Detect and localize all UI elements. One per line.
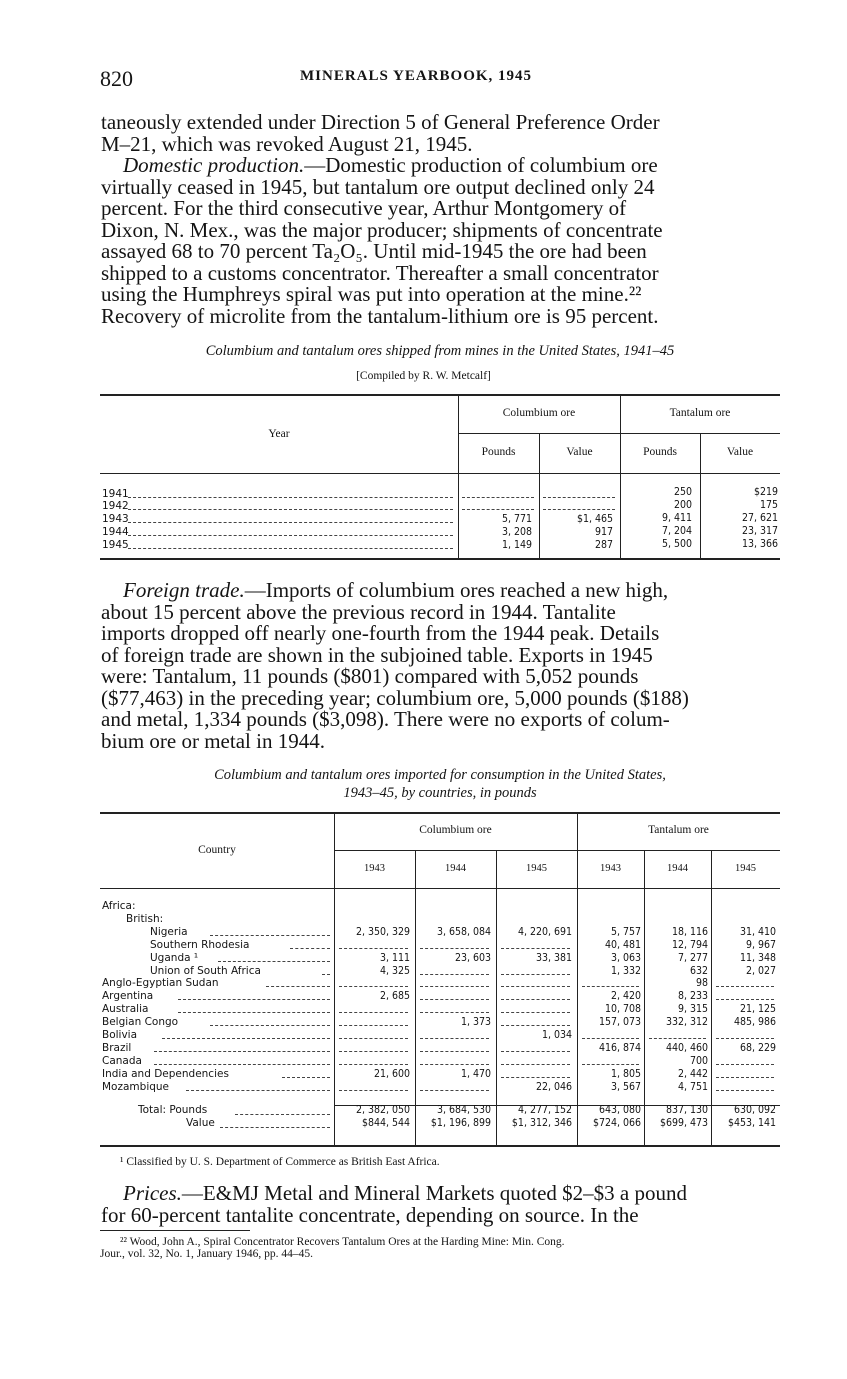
text-line: percent. For the third consecutive year, Arthur Montgomery of [101, 196, 627, 220]
table2-cell: 23, 603 [454, 951, 491, 964]
table2-caption-line: 1943–45, by countries, in pounds [343, 785, 537, 801]
table2-row-label: Southern Rhodesia [150, 938, 250, 951]
table2-cell: 416, 874 [598, 1041, 641, 1054]
table2-cell: 1, 034 [541, 1029, 572, 1041]
table2-cell: 2, 350, 329 [355, 925, 410, 938]
table2-cell: 4, 325 [379, 964, 410, 977]
table2-total-cell: 837, 130 [665, 1104, 708, 1116]
text-line: shipped to a customs concentrator. Thereafter a small concentrator [101, 260, 659, 285]
table2-cell: 12, 794 [671, 938, 708, 951]
table2-total-cell: 643, 080 [598, 1104, 641, 1116]
table2-header-country: Country [198, 844, 236, 856]
table1-cell: 250 [673, 486, 692, 498]
table2-header-columbium: Columbium ore [419, 824, 492, 836]
paragraph-domestic-production [101, 155, 779, 327]
table2-total-cell: $1, 312, 346 [511, 1117, 572, 1129]
table2-total-cell: $724, 066 [592, 1117, 641, 1129]
text-line: for 60-percent tantalite concentrate, depending on source. In the [101, 1202, 639, 1227]
table1-cell: 27, 621 [741, 512, 778, 524]
table2-year-header: 1943 [600, 863, 621, 874]
section-lead: Foreign trade. [123, 578, 245, 602]
footnote-line: ²² Wood, John A., Spiral Concentrator Recovers Tantalum Ores at the Harding Mine: Min. Cong. [120, 1236, 565, 1248]
table1-cell: $1, 465 [576, 513, 613, 525]
table2-year-header: 1945 [735, 863, 756, 874]
text-line: assayed 68 to 70 percent Ta₂O₅. Until mid-1945 the ore had been [101, 239, 647, 263]
table2-cell: 1, 805 [610, 1067, 641, 1080]
table1-cell: $219 [753, 486, 778, 498]
table2-row-label: India and Dependencies [102, 1067, 229, 1080]
table2-total-value-label: Value [186, 1117, 215, 1129]
table2-cell: 98 [695, 977, 708, 990]
text-line: —Domestic production of columbium ore [304, 153, 658, 177]
footnote-1: ¹ Classified by U. S. Department of Commerce as British East Africa. [120, 1156, 440, 1168]
paragraph-prices [101, 1183, 779, 1226]
table2-total-cell: $699, 473 [659, 1117, 708, 1129]
table2-cell: 22, 046 [535, 1080, 572, 1093]
table2-cell: 8, 233 [677, 990, 708, 1003]
paragraph-foreign-trade [101, 580, 779, 752]
text-line: —E&MJ Metal and Mineral Markets quoted $2–$3 a pound [181, 1181, 687, 1205]
table2-row-label: Belgian Congo [102, 1016, 179, 1029]
table2-cell: 2, 442 [677, 1067, 708, 1080]
table2-cell: 157, 073 [598, 1016, 641, 1029]
table2-header-tantalum: Tantalum ore [648, 824, 709, 836]
table2-cell: 7, 277 [677, 951, 708, 964]
table2-cell: 4, 220, 691 [517, 925, 572, 938]
table2-cell: 11, 348 [739, 951, 776, 964]
table2-caption [95, 766, 785, 802]
text-line: —Imports of columbium ores reached a new high, [244, 578, 669, 602]
table2-cell: 1, 470 [460, 1067, 491, 1080]
text-line: taneously extended under Direction 5 of General Preference Order [101, 110, 660, 134]
table2-total-cell: 2, 382, 050 [355, 1104, 410, 1116]
table2-year-header: 1944 [445, 863, 466, 874]
table1-subheader-value: Value [726, 446, 754, 458]
table2-cell: 31, 410 [739, 925, 776, 938]
table1-cell: 3, 208 [501, 526, 532, 538]
page-number: 820 [100, 66, 133, 91]
table1-cell: 917 [594, 526, 613, 538]
text-line: Dixon, N. Mex., was the major producer; shipments of concentrate [101, 217, 663, 242]
table1-cell: 13, 366 [741, 538, 778, 550]
table1-cell: 175 [759, 499, 778, 511]
table2-total-cell: 3, 684, 530 [436, 1104, 491, 1116]
table2-cell: 9, 967 [745, 938, 776, 951]
table1-header-columbium: Columbium ore [502, 407, 576, 419]
text-line: using the Humphreys spiral was put into operation at the mine.²² [101, 282, 642, 306]
table1-cell: 23, 317 [741, 525, 778, 537]
table1-subheader-pounds: Pounds [643, 446, 677, 458]
table2-year-header: 1944 [667, 863, 688, 874]
table2-cell: 4, 751 [677, 1080, 708, 1093]
text-line: about 15 percent above the previous record in 1944. Tantalite [101, 599, 616, 624]
footnote-line: Jour., vol. 32, No. 1, January 1946, pp. 44–45. [100, 1248, 314, 1260]
table2-cell: 2, 685 [379, 990, 410, 1003]
table1-cell: 1, 149 [501, 539, 532, 551]
table1-cell: 200 [673, 499, 692, 511]
text-line: bium ore or metal in 1944. [101, 728, 325, 753]
table1-row-year: 1944 [102, 526, 129, 538]
table2-cell: 10, 708 [604, 1003, 641, 1016]
table1-compiled-note: [Compiled by R. W. Metcalf] [356, 370, 491, 382]
table2-year-header: 1943 [364, 863, 385, 874]
table2-cell: 1, 373 [460, 1016, 491, 1029]
table1-subheader-value: Value [566, 446, 593, 458]
table1-header-tantalum: Tantalum ore [669, 407, 731, 419]
table2-cell: 18, 116 [671, 925, 708, 938]
section-lead: Domestic production. [123, 153, 305, 177]
table2-cell: 3, 658, 084 [436, 925, 491, 938]
table2-row-label: Brazil [102, 1041, 132, 1054]
table2-year-header: 1945 [526, 863, 547, 874]
table2-cell: 632 [689, 964, 708, 977]
table1-row-year: 1945 [102, 539, 129, 551]
table1-row-year: 1943 [102, 513, 129, 525]
table2-cell: 33, 381 [535, 951, 572, 964]
table2-cell: 332, 312 [665, 1016, 708, 1029]
table2-total-pounds-label: Total: Pounds [138, 1104, 208, 1116]
table2-cell: 21, 600 [373, 1067, 410, 1080]
table1-header-year: Year [268, 428, 290, 440]
table2-total-cell: $453, 141 [727, 1117, 776, 1129]
table2-total-cell: $844, 544 [361, 1117, 410, 1129]
table1-cell: 7, 204 [661, 525, 692, 537]
table1-caption: Columbium and tantalum ores shipped from mines in the United States, 1941–45 [205, 343, 675, 359]
text-line: virtually ceased in 1945, but tantalum ore output declined only 24 [101, 174, 655, 199]
text-line: ($77,463) in the preceding year; columbium ore, 5,000 pounds ($188) [101, 685, 689, 710]
table2-cell: 2, 420 [610, 990, 641, 1003]
table2-row-label: Nigeria [150, 925, 188, 938]
table2-row-label: Africa: [102, 900, 136, 912]
table2-row-label: Argentina [102, 990, 154, 1003]
table2-row-label: Australia [102, 1003, 149, 1016]
text-line: and metal, 1,334 pounds ($3,098). There were no exports of colum- [101, 707, 670, 731]
table1-cell: 5, 500 [661, 538, 692, 550]
table2-cell: 21, 125 [739, 1003, 776, 1016]
table1-row-year: 1941 [102, 488, 129, 500]
table2-cell: 700 [689, 1054, 708, 1067]
table1-cell: 9, 411 [661, 512, 692, 524]
table2-row-label: British: [126, 912, 164, 925]
table2-cell: 2, 027 [745, 964, 776, 977]
table1-cell: 5, 771 [501, 513, 532, 525]
table2-total-cell: $1, 196, 899 [430, 1117, 491, 1129]
paragraph-intro [101, 112, 779, 155]
table2-row-label: Union of South Africa [150, 964, 261, 977]
table2-row-label: Anglo-Egyptian Sudan [102, 977, 219, 990]
table2-cell: 9, 315 [677, 1003, 708, 1016]
table2-total-cell: 4, 277, 152 [517, 1104, 572, 1116]
table2-row-label: Bolivia [102, 1029, 138, 1041]
table1-row-year: 1942 [102, 500, 129, 512]
text-line: imports dropped off nearly one-fourth from the 1944 peak. Details [101, 621, 660, 645]
table1-cell: 287 [594, 539, 613, 551]
table2-cell: 40, 481 [604, 938, 641, 951]
table2-row-label: Mozambique [102, 1080, 170, 1093]
footnote-22 [100, 1236, 780, 1260]
table1-subheader-pounds: Pounds [481, 446, 516, 458]
text-line: were: Tantalum, 11 pounds ($801) compared with 5,052 pounds [101, 664, 639, 688]
text-line: Recovery of microlite from the tantalum-lithium ore is 95 percent. [101, 303, 659, 328]
text-line: of foreign trade are shown in the subjoined table. Exports in 1945 [101, 642, 653, 667]
table2-row-label: Canada [102, 1054, 142, 1067]
table2-total-cell: 630, 092 [733, 1104, 776, 1116]
section-lead: Prices. [123, 1181, 182, 1205]
table2-cell: 1, 332 [610, 964, 641, 977]
table2-cell: 68, 229 [739, 1041, 776, 1054]
table2-cell: 5, 757 [610, 925, 641, 938]
table2-cell: 3, 111 [379, 951, 410, 964]
table2-row-label: Uganda ¹ [150, 951, 199, 964]
running-title: MINERALS YEARBOOK, 1945 [300, 68, 533, 84]
text-line: M–21, which was revoked August 21, 1945. [101, 131, 473, 156]
table2-cell: 3, 063 [610, 951, 641, 964]
table2-cell: 3, 567 [610, 1080, 641, 1093]
table2-cell: 485, 986 [733, 1016, 776, 1029]
table2-cell: 440, 460 [665, 1041, 708, 1054]
table2-caption-line: Columbium and tantalum ores imported for consumption in the United States, [214, 767, 666, 783]
